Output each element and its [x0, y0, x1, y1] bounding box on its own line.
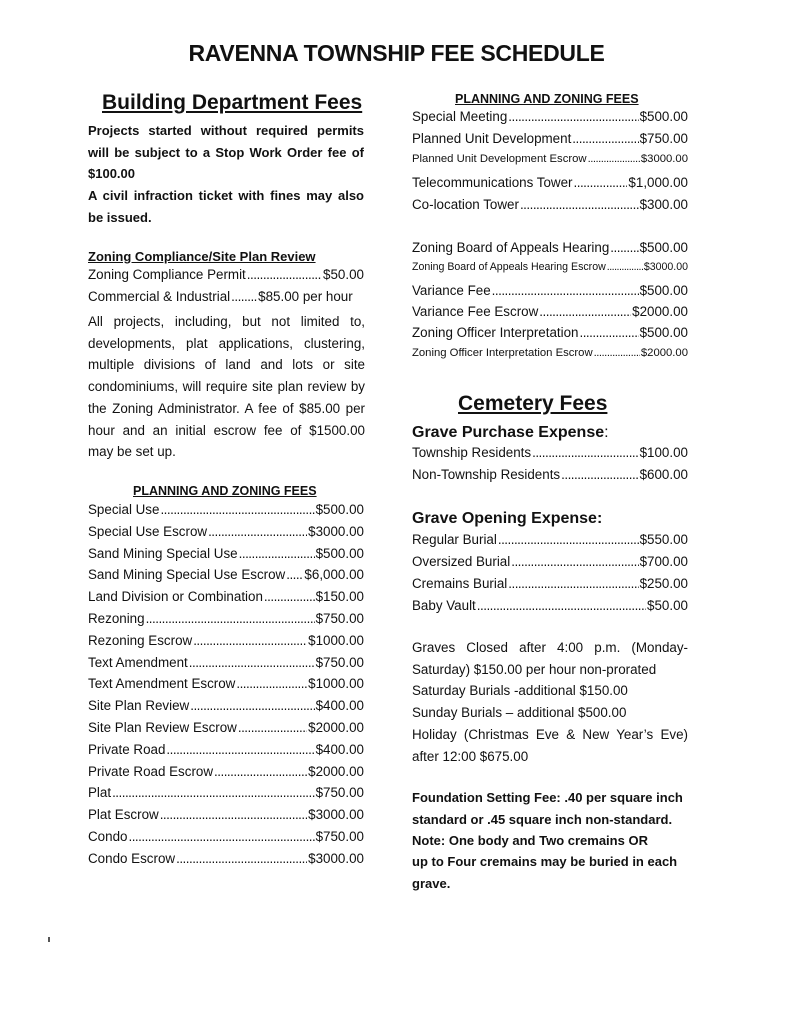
- fee-amount: $6,000.00: [304, 567, 364, 583]
- fee-label: Planned Unit Development Escrow: [412, 153, 587, 165]
- fee-amount: $500.00: [639, 282, 688, 298]
- fee-row: [88, 676, 364, 698]
- fee-row: [88, 807, 364, 829]
- fee-row: [412, 131, 688, 153]
- fee-row: [88, 698, 364, 720]
- fee-label: Zoning Officer Interpretation: [412, 325, 579, 341]
- fee-amount: $3000.00: [643, 261, 688, 274]
- fee-row: Commercial & Industrial ..... $85.00 per hour: [88, 289, 360, 311]
- leader-dots: [607, 261, 643, 273]
- fee-row: [88, 829, 364, 851]
- cemetery-heading: Cemetery Fees: [458, 392, 608, 415]
- fee-amount: $600.00: [639, 467, 688, 482]
- leader-dots: [176, 851, 307, 866]
- burial-note-line2: up to Four cremains may be buried in each grave.: [412, 854, 678, 891]
- fee-row: [412, 175, 688, 197]
- leader-dots: [239, 546, 315, 561]
- fee-label: Special Meeting: [412, 109, 508, 124]
- scan-mark: [48, 937, 50, 942]
- leader-dots: [189, 655, 315, 670]
- burial-note-line1: Note: One body and Two cremains OR: [412, 833, 648, 848]
- fee-label: Township Residents: [412, 445, 532, 460]
- leader-dots: [264, 589, 315, 604]
- fee-label: Non-Township Residents: [412, 467, 561, 482]
- leader-dots: [520, 197, 639, 212]
- fee-row: [88, 742, 364, 764]
- page-title: RAVENNA TOWNSHIP FEE SCHEDULE: [188, 40, 605, 66]
- fee-label: Variance Fee Escrow: [412, 303, 539, 319]
- fee-row: [412, 261, 688, 283]
- fee-label: Baby Vault: [412, 598, 476, 613]
- fee-amount: $750.00: [639, 131, 688, 146]
- fee-row: [88, 633, 364, 655]
- fee-row: [412, 325, 688, 347]
- fee-amount: $250.00: [639, 576, 688, 591]
- saturday-burials: Saturday Burials -additional $150.00: [412, 683, 628, 698]
- fee-label: Rezoning Escrow: [88, 632, 193, 648]
- fee-amount: $500.00: [639, 325, 688, 341]
- leader-dots: [492, 283, 639, 298]
- building-department-heading: Building Department Fees: [102, 91, 363, 114]
- fee-row: [88, 546, 364, 568]
- fee-label: Special Use: [88, 502, 160, 517]
- fee-row: [88, 720, 364, 742]
- fee-row: [412, 347, 688, 369]
- fee-row: [412, 283, 688, 305]
- fee-row: [88, 502, 364, 524]
- fee-amount: $400.00: [315, 698, 364, 714]
- leader-dots: [511, 554, 638, 569]
- fee-label: Sand Mining Special Use Escrow: [88, 567, 286, 583]
- leader-dots: [166, 742, 314, 757]
- fee-amount: $1000.00: [308, 676, 364, 692]
- leader-dots: [477, 598, 646, 613]
- grave-opening-heading: Grave Opening Expense:: [412, 510, 603, 527]
- fee-label: Rezoning: [88, 611, 145, 626]
- leader-dots: [238, 720, 307, 735]
- fee-label: Regular Burial: [412, 532, 497, 547]
- fee-amount: $750.00: [315, 785, 364, 801]
- fee-row: Zoning Compliance Permit ..... $50.00: [88, 267, 364, 289]
- fee-label: Site Plan Review: [88, 698, 190, 714]
- fee-row: [88, 611, 364, 633]
- leader-dots: [214, 764, 307, 779]
- fee-amount: $2000.00: [632, 303, 688, 319]
- sunday-burials: Sunday Burials – additional $500.00: [412, 705, 627, 720]
- fee-amount: $2000.00: [308, 720, 364, 735]
- fee-label: Private Road: [88, 741, 166, 757]
- fee-row: [412, 445, 688, 467]
- fee-label: Private Road Escrow: [88, 763, 214, 779]
- site-plan-paragraph: All projects, including, but not limited to, developments, plat applications, clustering, multiple divisions of land and lots or site condominiums, will require site plan review by the Zoning Administrator. A fee of $85.00 per hour and an initial escrow fee of $1500.00 may be set up.: [88, 314, 365, 460]
- fee-label: Cremains Burial: [412, 576, 508, 591]
- leader-dots: [190, 698, 314, 713]
- fee-amount: $2000.00: [640, 346, 688, 359]
- fee-amount: $500.00: [315, 545, 364, 561]
- fee-amount: $1000.00: [308, 632, 364, 648]
- fee-amount: $550.00: [639, 532, 688, 547]
- fee-row: [88, 851, 364, 873]
- fee-row: [412, 532, 688, 554]
- leader-dots: [236, 676, 307, 691]
- fee-amount: $2000.00: [308, 763, 364, 779]
- graves-closed-note: Graves Closed after 4:00 p.m. (Monday-Saturday) $150.00 per hour non-prorated: [412, 640, 688, 677]
- leader-dots: [286, 567, 303, 582]
- fee-row: [412, 598, 688, 620]
- fee-amount: $750.00: [315, 654, 364, 670]
- fee-amount: $750.00: [315, 829, 364, 844]
- fee-label: Zoning Board of Appeals Hearing Escrow: [412, 261, 606, 274]
- foundation-setting-fee: Foundation Setting Fee: .40 per square inch standard or .45 square inch non-standard.: [412, 790, 683, 827]
- fee-row: [88, 524, 364, 546]
- fee-amount: $700.00: [639, 554, 688, 569]
- leader-dots: [193, 633, 307, 648]
- leader-dots: [160, 807, 307, 822]
- fee-label: Condo: [88, 829, 128, 844]
- leader-dots: [508, 109, 638, 124]
- fee-amount: $500.00: [315, 502, 364, 517]
- fee-amount: $3000.00: [308, 850, 364, 866]
- fee-label: Oversized Burial: [412, 554, 511, 569]
- fee-label: Site Plan Review Escrow: [88, 720, 237, 735]
- leader-dots: [539, 304, 631, 319]
- leader-dots: [208, 524, 307, 539]
- fee-label: Planned Unit Development: [412, 131, 572, 146]
- fee-amount: $3000.00: [308, 807, 364, 823]
- grave-purchase-heading: Grave Purchase Expense:: [412, 424, 609, 441]
- fee-amount: $1,000.00: [628, 175, 688, 190]
- fee-row: [88, 764, 364, 786]
- leader-dots: [146, 611, 315, 626]
- leader-dots: [588, 153, 640, 165]
- fee-label: Text Amendment Escrow: [88, 676, 236, 692]
- fee-row: [412, 240, 688, 262]
- leader-dots: [112, 785, 315, 800]
- fee-amount: $3000.00: [640, 153, 688, 165]
- fee-label: Text Amendment: [88, 654, 188, 670]
- fee-label: Telecommunications Tower: [412, 175, 573, 190]
- fee-label: Plat Escrow: [88, 807, 159, 823]
- fee-row: [412, 153, 688, 175]
- leader-dots: [594, 347, 640, 359]
- fee-label: Variance Fee: [412, 282, 491, 298]
- planning-zoning-heading-right: PLANNING AND ZONING FEES: [455, 92, 639, 106]
- holiday-burials: Holiday (Christmas Eve & New Year’s Eve) after 12:00 $675.00: [412, 727, 688, 764]
- fee-label: Co-location Tower: [412, 197, 519, 212]
- fee-row: [88, 655, 364, 677]
- fee-label: Sand Mining Special Use: [88, 545, 238, 561]
- leader-dots: [610, 240, 638, 255]
- fee-row: [412, 304, 688, 326]
- fee-label: Special Use Escrow: [88, 523, 208, 539]
- fee-label: Condo Escrow: [88, 850, 176, 866]
- fee-row: [412, 554, 688, 576]
- zoning-compliance-heading: Zoning Compliance/Site Plan Review: [88, 249, 316, 264]
- planning-zoning-heading-left: PLANNING AND ZONING FEES: [133, 484, 317, 498]
- fee-row: [412, 197, 688, 219]
- leader-dots: [498, 532, 639, 547]
- leader-dots: [128, 829, 314, 844]
- civil-infraction-notice: A civil infraction ticket with fines may also be issued.: [88, 188, 364, 225]
- fee-row: [412, 576, 688, 598]
- stop-work-notice: Projects started without required permits will be subject to a Stop Work Order fee of $100.00: [88, 123, 364, 181]
- fee-label: Land Division or Combination: [88, 589, 263, 605]
- leader-dots: [508, 576, 638, 591]
- fee-amount: $500.00: [639, 240, 688, 255]
- leader-dots: [532, 445, 639, 460]
- fee-row: [88, 589, 364, 611]
- leader-dots: [572, 131, 638, 146]
- leader-dots: [579, 325, 638, 340]
- fee-row: [88, 567, 364, 589]
- fee-row: [88, 785, 364, 807]
- fee-label: Zoning Board of Appeals Hearing: [412, 240, 610, 255]
- fee-amount: $750.00: [315, 611, 364, 626]
- fee-amount: $500.00: [639, 109, 688, 124]
- fee-amount: $3000.00: [308, 523, 364, 539]
- fee-amount: $300.00: [639, 197, 688, 212]
- fee-amount: $150.00: [315, 589, 364, 605]
- leader-dots: [160, 502, 314, 517]
- leader-dots: [561, 467, 638, 482]
- leader-dots: [574, 175, 628, 190]
- fee-amount: $50.00: [647, 598, 688, 613]
- fee-amount: $400.00: [315, 741, 364, 757]
- fee-label: Zoning Officer Interpretation Escrow: [412, 346, 593, 359]
- fee-row: [412, 467, 688, 489]
- fee-label: Plat: [88, 785, 112, 801]
- fee-amount: $100.00: [639, 445, 688, 460]
- fee-row: [412, 109, 688, 131]
